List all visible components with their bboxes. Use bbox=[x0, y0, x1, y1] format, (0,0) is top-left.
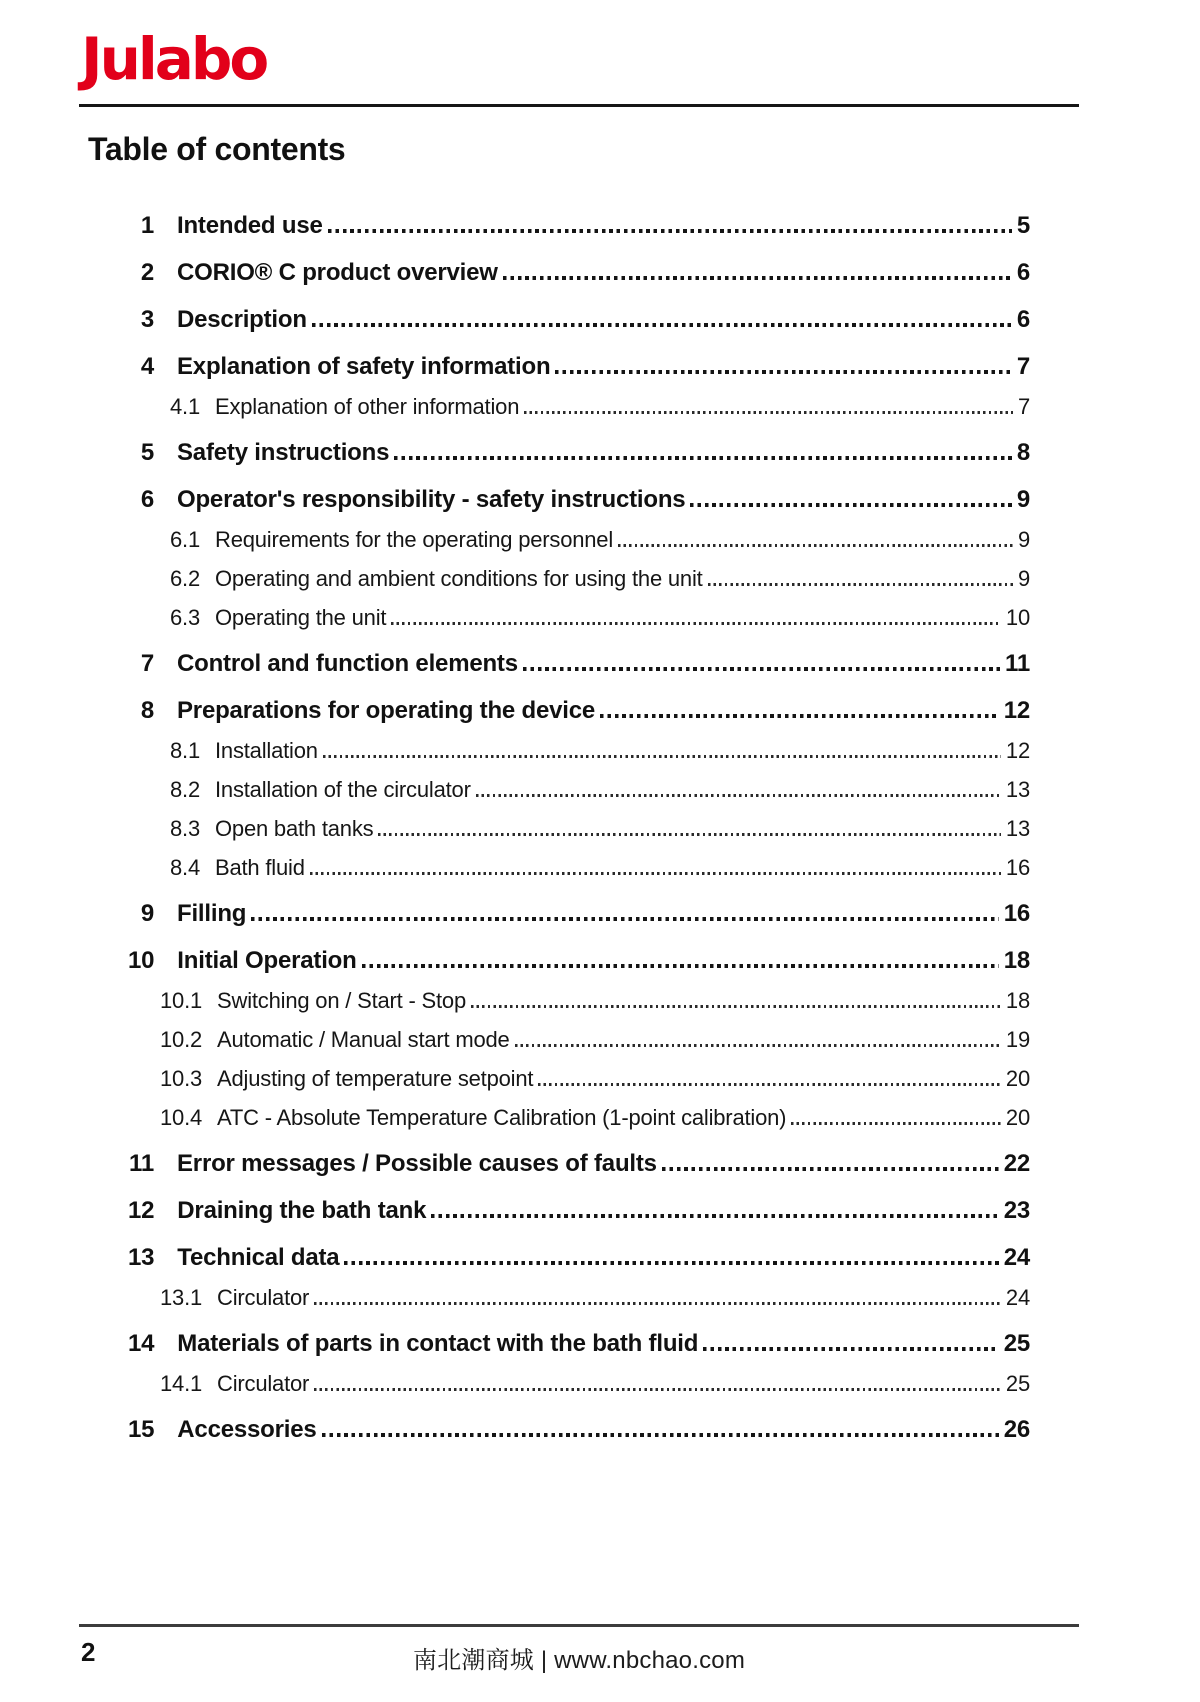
toc-leader-dots bbox=[476, 794, 1001, 797]
toc-leader-dots bbox=[791, 1122, 1001, 1125]
header-rule bbox=[79, 104, 1079, 107]
toc-entry[interactable] bbox=[79, 352, 1030, 382]
toc-entry-number: 6.2 bbox=[170, 566, 200, 591]
toc-leader-dots bbox=[310, 872, 1001, 875]
toc-entry-number: 1 bbox=[140, 212, 154, 239]
toc-entry[interactable] bbox=[79, 776, 1030, 804]
toc-entry-page: 10 bbox=[1005, 605, 1030, 630]
toc-entry-number: 6.3 bbox=[170, 605, 200, 630]
toc-entry-title: Filling bbox=[177, 900, 247, 927]
toc-entry[interactable] bbox=[79, 604, 1030, 632]
toc-leader-dots bbox=[391, 622, 1001, 625]
toc-entry-title: Error messages / Possible causes of faults bbox=[177, 1150, 657, 1177]
toc-entry[interactable] bbox=[79, 1196, 1030, 1226]
toc-entry-page: 6 bbox=[1016, 259, 1030, 286]
toc-entry-title: Bath fluid bbox=[215, 855, 305, 880]
toc-leader-dots bbox=[322, 1433, 999, 1437]
toc-entry[interactable] bbox=[79, 1329, 1030, 1359]
toc-entry-page: 6 bbox=[1016, 306, 1030, 333]
toc-entry-title: ATC - Absolute Temperature Calibration (1-point calibration) bbox=[217, 1105, 787, 1130]
toc-entry-title: Adjusting of temperature setpoint bbox=[217, 1066, 534, 1091]
toc-entry-number: 6 bbox=[140, 486, 154, 513]
toc-entry[interactable] bbox=[79, 485, 1030, 515]
toc-leader-dots bbox=[538, 1083, 1001, 1086]
toc-leader-dots bbox=[503, 276, 1012, 280]
footer-rule bbox=[79, 1624, 1079, 1627]
toc-entry-title: Description bbox=[177, 306, 307, 333]
toc-entry[interactable] bbox=[79, 1284, 1030, 1312]
toc-entry-title: Explanation of other information bbox=[215, 394, 520, 419]
toc-entry-page: 8 bbox=[1016, 439, 1030, 466]
toc-entry-page: 16 bbox=[1005, 855, 1030, 880]
toc-entry-page: 5 bbox=[1016, 212, 1030, 239]
toc-entry-title: Installation bbox=[215, 738, 318, 763]
toc-entry[interactable] bbox=[79, 696, 1030, 726]
toc-entry[interactable] bbox=[79, 526, 1030, 554]
toc-entry-number: 4 bbox=[140, 353, 154, 380]
toc-entry[interactable] bbox=[79, 1065, 1030, 1093]
toc-leader-dots bbox=[328, 229, 1012, 233]
toc-leader-dots bbox=[431, 1214, 998, 1218]
toc-leader-dots bbox=[251, 917, 998, 921]
toc-entry[interactable] bbox=[79, 1415, 1030, 1445]
toc-entry[interactable] bbox=[79, 854, 1030, 882]
toc-leader-dots bbox=[515, 1044, 1001, 1047]
toc-entry-number: 10.4 bbox=[160, 1105, 203, 1130]
toc-entry[interactable] bbox=[79, 305, 1030, 335]
toc-leader-dots bbox=[323, 755, 1001, 758]
toc-entry-number: 8.4 bbox=[170, 855, 200, 880]
toc-entry-number: 10.3 bbox=[160, 1066, 203, 1091]
toc-entry[interactable] bbox=[79, 393, 1030, 421]
toc-entry[interactable] bbox=[79, 649, 1030, 679]
toc-entry-title: Safety instructions bbox=[177, 439, 390, 466]
toc-entry[interactable] bbox=[79, 899, 1030, 929]
toc-leader-dots bbox=[378, 833, 1000, 836]
toc-entry-page: 20 bbox=[1005, 1066, 1030, 1091]
toc-entry-number: 14.1 bbox=[160, 1371, 203, 1396]
toc-leader-dots bbox=[618, 544, 1013, 547]
toc-entry-page: 22 bbox=[1003, 1150, 1030, 1177]
toc-entry-page: 18 bbox=[1003, 947, 1030, 974]
toc-leader-dots bbox=[703, 1347, 998, 1351]
toc-entry[interactable] bbox=[79, 258, 1030, 288]
toc-entry-title: Automatic / Manual start mode bbox=[217, 1027, 510, 1052]
toc-entry-number: 10.2 bbox=[160, 1027, 203, 1052]
toc-entry-title: Control and function elements bbox=[177, 650, 518, 677]
toc-entry-number: 2 bbox=[140, 259, 154, 286]
toc-entry-number: 8.3 bbox=[170, 816, 200, 841]
toc-entry[interactable] bbox=[79, 1104, 1030, 1132]
toc-entry-number: 14 bbox=[128, 1330, 155, 1357]
toc-entry-number: 8.2 bbox=[170, 777, 200, 802]
toc-entry-number: 10.1 bbox=[160, 988, 203, 1013]
toc-entry-title: Preparations for operating the device bbox=[177, 697, 596, 724]
page-footer bbox=[79, 1624, 1079, 1676]
toc-entry-title: Initial Operation bbox=[177, 947, 357, 974]
toc-leader-dots bbox=[312, 323, 1012, 327]
toc-entry-number: 10 bbox=[128, 947, 155, 974]
toc-entry-number: 3 bbox=[140, 306, 154, 333]
toc-leader-dots bbox=[600, 714, 999, 718]
toc-entry[interactable] bbox=[79, 565, 1030, 593]
toc-entry-page: 12 bbox=[1003, 697, 1030, 724]
toc-entry-number: 13.1 bbox=[160, 1285, 203, 1310]
page-title: Table of contents bbox=[88, 131, 346, 167]
toc-entry-number: 4.1 bbox=[170, 394, 200, 419]
toc-entry-page: 23 bbox=[1003, 1197, 1030, 1224]
toc-entry-page: 19 bbox=[1005, 1027, 1030, 1052]
toc-entry[interactable] bbox=[79, 1149, 1030, 1179]
toc-entry-number: 15 bbox=[128, 1416, 155, 1443]
toc-entry-title: Operating and ambient conditions for using the unit bbox=[215, 566, 703, 591]
toc-leader-dots bbox=[690, 503, 1011, 507]
toc-entry-title: Operating the unit bbox=[215, 605, 387, 630]
toc-leader-dots bbox=[471, 1005, 1001, 1008]
toc-entry-page: 13 bbox=[1005, 777, 1030, 802]
toc-entry[interactable] bbox=[79, 946, 1030, 976]
toc-leader-dots bbox=[662, 1167, 999, 1171]
toc-entry-number: 11 bbox=[129, 1150, 154, 1177]
page-header bbox=[79, 25, 1079, 107]
toc-entry-page: 11 bbox=[1005, 650, 1030, 677]
toc-leader-dots bbox=[314, 1302, 1001, 1305]
toc-entry-title: CORIO® C product overview bbox=[177, 259, 498, 286]
toc-entry-page: 26 bbox=[1003, 1416, 1030, 1443]
footer-page-number: 2 bbox=[81, 1637, 96, 1667]
toc-entry-number: 12 bbox=[128, 1197, 155, 1224]
toc-entry[interactable] bbox=[79, 1026, 1030, 1054]
julabo-logo: Julabo bbox=[81, 25, 267, 93]
toc-entry-title: Materials of parts in contact with the bath fluid bbox=[177, 1330, 699, 1357]
footer-site-text[interactable]: 南北潮商城 | www.nbchao.com bbox=[412, 1647, 746, 1674]
toc-leader-dots bbox=[524, 411, 1013, 414]
toc-entry-title: Operator's responsibility - safety instructions bbox=[177, 486, 686, 513]
toc-entry-number: 8.1 bbox=[170, 738, 200, 763]
toc-leader-dots bbox=[314, 1388, 1001, 1391]
toc-entry-page: 7 bbox=[1017, 394, 1030, 419]
toc-entry-title: Accessories bbox=[177, 1416, 317, 1443]
toc-entry-number: 6.1 bbox=[170, 527, 200, 552]
toc-entry-page: 9 bbox=[1017, 527, 1030, 552]
toc-entry-page: 12 bbox=[1005, 738, 1030, 763]
toc-entry-title: Switching on / Start - Stop bbox=[217, 988, 466, 1013]
toc-entry-page: 7 bbox=[1016, 353, 1030, 380]
toc-entry-title: Draining the bath tank bbox=[177, 1197, 427, 1224]
toc-leader-dots bbox=[555, 370, 1011, 374]
toc-entry-number: 9 bbox=[140, 900, 154, 927]
toc-entry-page: 13 bbox=[1005, 816, 1030, 841]
toc-leader-dots bbox=[523, 667, 1000, 671]
toc-entry[interactable] bbox=[79, 211, 1030, 241]
toc-leader-dots bbox=[344, 1261, 998, 1265]
toc-entry-number: 8 bbox=[140, 697, 154, 724]
toc-entry-page: 24 bbox=[1003, 1244, 1030, 1271]
toc-entry-number: 13 bbox=[128, 1244, 155, 1271]
toc-entry-title: Installation of the circulator bbox=[215, 777, 471, 802]
toc-entry[interactable] bbox=[79, 815, 1030, 843]
toc-entry-page: 20 bbox=[1005, 1105, 1030, 1130]
toc-entry-number: 7 bbox=[140, 650, 154, 677]
toc-leader-dots bbox=[708, 583, 1013, 586]
toc-entry-page: 25 bbox=[1005, 1371, 1030, 1396]
toc-entry-title: Requirements for the operating personnel bbox=[215, 527, 614, 552]
toc-entry-page: 16 bbox=[1003, 900, 1030, 927]
toc-entry-page: 24 bbox=[1005, 1285, 1030, 1310]
toc-entry[interactable] bbox=[79, 438, 1030, 468]
toc-entry-page: 9 bbox=[1016, 486, 1030, 513]
toc-entry-page: 9 bbox=[1017, 566, 1030, 591]
toc-entry-number: 5 bbox=[140, 439, 154, 466]
toc-entry-title: Circulator bbox=[217, 1371, 310, 1396]
toc-entry-title: Explanation of safety information bbox=[177, 353, 551, 380]
toc-entry-page: 18 bbox=[1005, 988, 1030, 1013]
toc-entry-title: Intended use bbox=[177, 212, 323, 239]
toc-list bbox=[79, 211, 1030, 1445]
footer-row bbox=[79, 1636, 1079, 1676]
toc-entry[interactable] bbox=[79, 987, 1030, 1015]
toc-entry-title: Circulator bbox=[217, 1285, 310, 1310]
toc-leader-dots bbox=[394, 456, 1012, 460]
toc-entry-title: Open bath tanks bbox=[215, 816, 374, 841]
toc-entry-page: 25 bbox=[1003, 1330, 1030, 1357]
toc-leader-dots bbox=[362, 964, 999, 968]
toc-entry-title: Technical data bbox=[177, 1244, 340, 1271]
toc-entry[interactable] bbox=[79, 1370, 1030, 1398]
toc-entry[interactable] bbox=[79, 737, 1030, 765]
toc-entry[interactable] bbox=[79, 1243, 1030, 1273]
